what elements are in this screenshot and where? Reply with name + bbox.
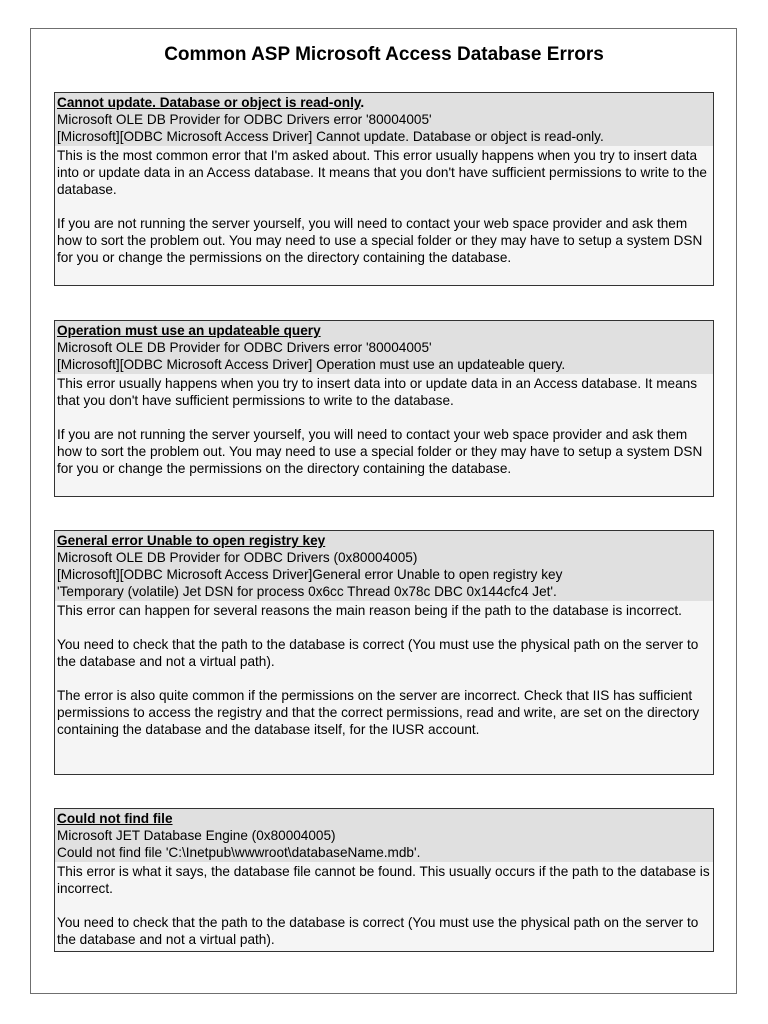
error-title: Could not find file (57, 811, 173, 826)
error-description (55, 601, 713, 740)
error-title: Cannot update. Database or object is read-only (57, 95, 361, 110)
error-description (55, 374, 713, 479)
error-description (55, 862, 713, 950)
error-box-registry-key (54, 530, 714, 775)
description-paragraph: This is the most common error that I'm asked about. This error usually happens when you try to insert data into or update data in an Access database. It means that you don't have sufficient permissions to write to the database. (57, 148, 707, 197)
error-box-updateable-query (54, 320, 714, 497)
error-header (55, 809, 713, 862)
error-box-file-not-found (54, 808, 714, 952)
description-paragraph: This error is what it says, the database file cannot be found. This usually occurs if the path to the database is incorrect. (57, 864, 710, 896)
error-message-line: [Microsoft][ODBC Microsoft Access Driver]General error Unable to open registry key (57, 567, 563, 582)
description-paragraph: If you are not running the server yourself, you will need to contact your web space provider and ask them how to sort the problem out. You may need to use a special folder or they may have to setup a system DSN for you or change the permissions on the directory containing the database. (57, 216, 703, 265)
description-paragraph: This error usually happens when you try to insert data into or update data in an Access database. It means that you don't have sufficient permissions to write to the database. (57, 376, 698, 408)
error-description (55, 146, 713, 268)
error-box-read-only (54, 92, 714, 286)
error-message-line: [Microsoft][ODBC Microsoft Access Driver] Operation must use an updateable query. (57, 357, 566, 372)
error-title-suffix: . (360, 95, 365, 110)
error-message-line: Microsoft OLE DB Provider for ODBC Drivers error '80004005' (57, 112, 432, 127)
description-paragraph: The error is also quite common if the permissions on the server are incorrect. Check that IIS has sufficient permissions to access the registry and that the correct permissions, read and write, are set on the directory containing the database and the database itself, for the IUSR account. (57, 688, 700, 737)
error-message-line: Microsoft OLE DB Provider for ODBC Drivers error '80004005' (57, 340, 432, 355)
description-paragraph: If you are not running the server yourself, you will need to contact your web space provider and ask them how to sort the problem out. You may need to use a special folder or they may have to setup a system DSN for you or change the permissions on the directory containing the database. (57, 427, 703, 476)
error-message-line: [Microsoft][ODBC Microsoft Access Driver] Cannot update. Database or object is read-only. (57, 129, 604, 144)
error-title: General error Unable to open registry key (57, 533, 326, 548)
error-message-line: Could not find file 'C:\Inetpub\wwwroot\databaseName.mdb'. (57, 845, 421, 860)
error-message-line: Microsoft OLE DB Provider for ODBC Drivers (0x80004005) (57, 550, 418, 565)
error-header (55, 531, 713, 601)
error-message-line: 'Temporary (volatile) Jet DSN for process 0x6cc Thread 0x78c DBC 0x144cfc4 Jet'. (57, 584, 557, 599)
error-title: Operation must use an updateable query (57, 323, 321, 338)
description-paragraph: You need to check that the path to the database is correct (You must use the physical path on the server to the database and not a virtual path). (57, 915, 699, 947)
document-title: Common ASP Microsoft Access Database Errors (164, 44, 604, 65)
error-header (55, 93, 713, 146)
error-message-line: Microsoft JET Database Engine (0x80004005) (57, 828, 336, 843)
error-header (55, 321, 713, 374)
description-paragraph: This error can happen for several reasons the main reason being if the path to the database is incorrect. (57, 603, 682, 618)
description-paragraph: You need to check that the path to the database is correct (You must use the physical path on the server to the database and not a virtual path). (57, 637, 699, 669)
